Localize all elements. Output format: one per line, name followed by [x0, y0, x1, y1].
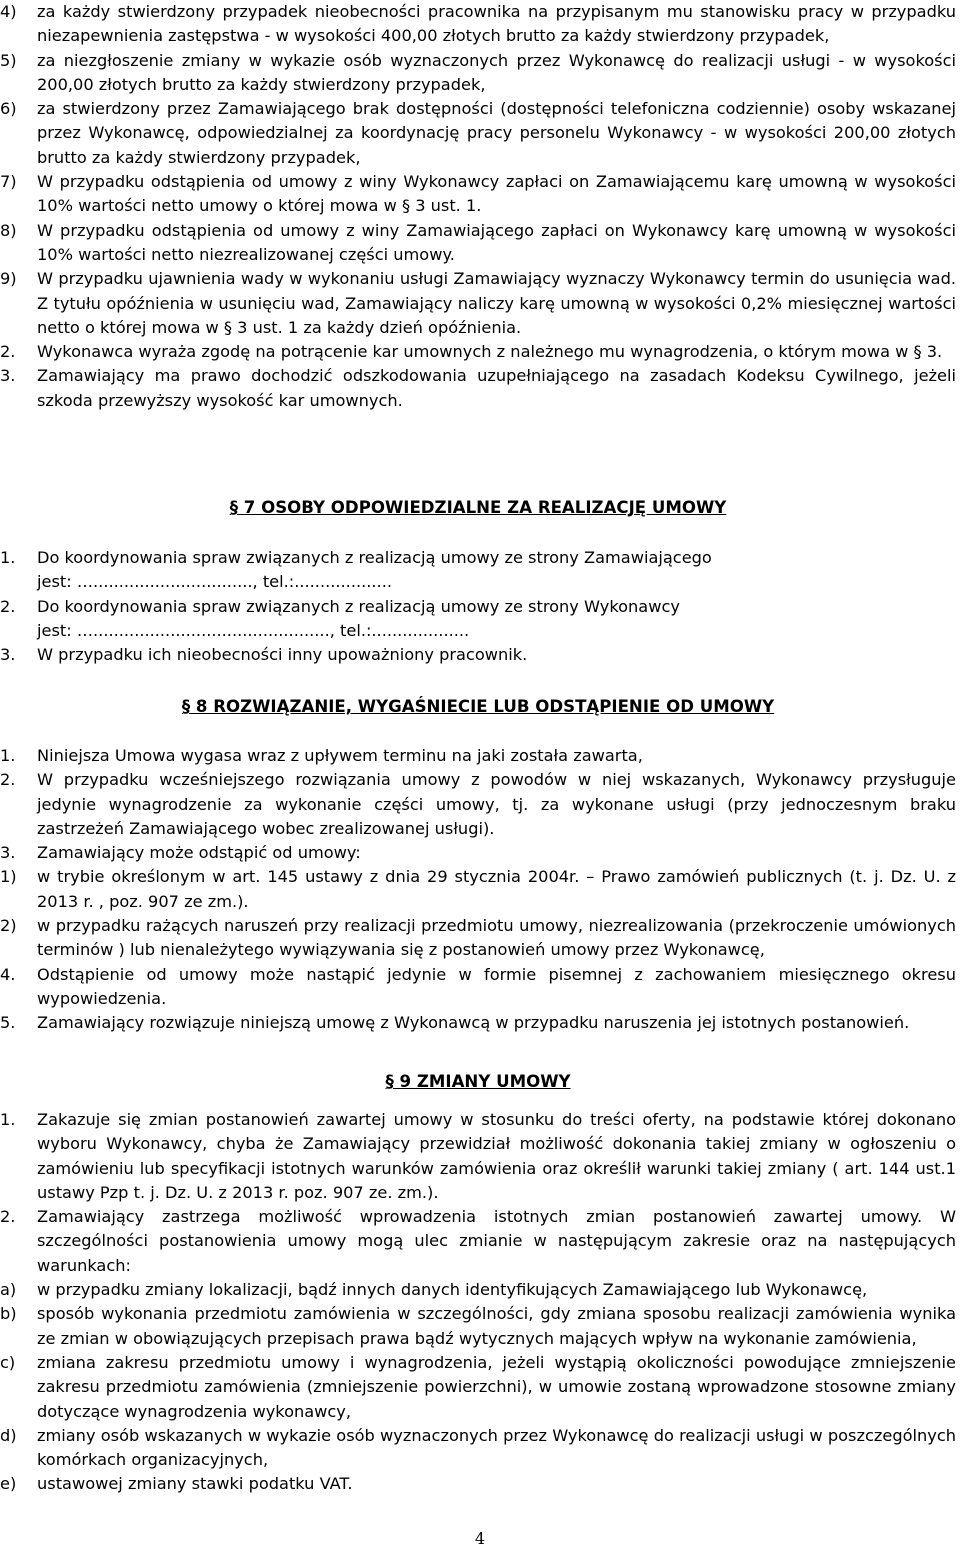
item-text-line: Do koordynowania spraw związanych z realizacją umowy ze strony Zamawiającego [37, 548, 712, 567]
item-number: 3. [0, 645, 16, 665]
item-text: sposób wykonania przedmiotu zamówienia w szczególności, gdy zmiana sposobu realizacji zamówienia wynika ze zmian w obowiązujących przepisach prawa bądź wytycznych mających wpływ na wykonanie zamówienia, [37, 1304, 956, 1348]
section-heading-7: § 7 OSOBY ODPOWIEDZIALNE ZA REALIZACJĘ UMOWY [229, 498, 727, 517]
item-number: 7) [0, 172, 17, 192]
item-text: W przypadku odstąpienia od umowy z winy Wykonawcy zapłaci on Zamawiającemu karę umowną w wysokości 10% wartości netto umowy o której mowa w § 3 ust. 1. [37, 172, 956, 216]
item-number: 5. [0, 1013, 16, 1033]
item-number: 4) [0, 2, 17, 21]
item-number: 1. [0, 1110, 16, 1129]
item-number: 2. [0, 342, 16, 362]
item-number: 3. [0, 843, 16, 863]
item-number: a) [0, 1280, 17, 1300]
item-number: e) [0, 1474, 17, 1494]
list-item [0, 170, 956, 219]
list-item [0, 1472, 956, 1496]
list-item [0, 1011, 956, 1035]
penalties-list [0, 0, 956, 413]
item-text-line: jest: …..............................., tel.:................... [37, 572, 392, 592]
section-9-list [0, 1108, 956, 1497]
item-number: 3. [0, 366, 16, 386]
item-number: 2. [0, 770, 16, 790]
section-heading-9: § 9 ZMIANY UMOWY [385, 1072, 571, 1091]
list-item [0, 1278, 956, 1302]
list-item [0, 0, 956, 49]
item-text: w przypadku rażących naruszeń przy realizacji przedmiotu umowy, niezrealizowania (przekroczenie umówionych terminów ) lub nienależytego wywiązywania się z postanowień umowy przez Wykonawcę, [37, 916, 956, 960]
item-text: Odstąpienie od umowy może nastąpić jedynie w formie pisemnej z zachowaniem miesięcznego okresu wypowiedzenia. [37, 964, 956, 1008]
list-item [0, 1302, 956, 1351]
item-number: 2. [0, 596, 16, 616]
list-item [0, 1108, 956, 1205]
item-text: zmiana zakresu przedmiotu umowy i wynagrodzenia, jeżeli wystąpią okoliczności powodujące zmniejszenie zakresu przedmiotu zamówienia (zmniejszenie powierzchni), w umowie zostaną wprowadzone stosowne zmiany dotyczące wynagrodzenia wykonawcy, [37, 1352, 956, 1421]
section-8-list [0, 744, 956, 1036]
item-text: w przypadku zmiany lokalizacji, bądź innych danych identyfikujących Zamawiającego lub Wykonawcę, [37, 1280, 868, 1300]
item-number: 2) [0, 916, 17, 936]
list-item [0, 768, 956, 841]
list-item [0, 364, 956, 413]
section-7-list [0, 546, 956, 667]
item-text: Zamawiający rozwiązuje niniejszą umowę z Wykonawcą w przypadku naruszenia jej istotnych postanowień. [37, 1013, 910, 1033]
item-text-line: W przypadku ich nieobecności inny upoważniony pracownik. [37, 645, 528, 665]
item-text: za niezgłoszenie zmiany w wykazie osób wyznaczonych przez Wykonawcę do realizacji usługi - w wysokości 200,00 złotych brutto za każdy stwierdzony przypadek, [37, 50, 956, 94]
item-text: zmiany osób wskazanych w wykazie osób wyznaczonych przez Wykonawcę do realizacji usługi w poszczególnych komórkach organizacyjnych, [37, 1425, 956, 1470]
item-text: Wykonawca wyraża zgodę na potrącenie kar umownych z należnego mu wynagrodzenia, o którym mowa w § 3. [37, 342, 943, 362]
item-number: 1) [0, 867, 17, 887]
item-text: Zakazuje się zmian postanowień zawartej umowy w stosunku do treści oferty, na podstawie której dokonano wyboru Wykonawcy, chyba że Zamawiający przewidział możliwość dokonania takiej zmiany w ogłoszeniu o zamówieniu lub specyfikacji istotnych warunków zamówienia oraz określił warunki takiej zmiany ( art. 144 ust.1 ustawy Pzp t. j. Dz. U. z 2013 r. poz. 907 ze. zm.). [37, 1110, 956, 1202]
item-number: 1. [0, 746, 16, 765]
item-number: 8) [0, 220, 17, 240]
list-item [0, 1351, 956, 1424]
list-item [0, 267, 956, 340]
item-number: 1. [0, 548, 16, 567]
item-text: Niniejsza Umowa wygasa wraz z upływem terminu na jaki została zawarta, [37, 746, 643, 765]
list-item [0, 963, 956, 1012]
item-text-line: jest: ….............................................., tel.:................... [37, 620, 470, 640]
list-item [0, 841, 956, 865]
list-item [0, 49, 956, 98]
item-text: Zamawiający może odstąpić od umowy: [37, 843, 361, 863]
list-item [0, 595, 956, 644]
item-text: W przypadku ujawnienia wady w wykonaniu usługi Zamawiający wyznaczy Wykonawcy termin do usunięcia wad. Z tytułu opóźnienia w usunięciu wad, Zamawiający naliczy karę umowną w wysokości 0,2% miesięcznej wartości netto o której mowa w § 3 ust. 1 za każdy dzień opóźnienia. [37, 269, 956, 337]
list-item [0, 97, 956, 170]
item-number: d) [0, 1425, 17, 1445]
item-number: c) [0, 1352, 16, 1372]
list-item [0, 1424, 956, 1473]
list-item [0, 865, 956, 914]
item-number: b) [0, 1304, 17, 1324]
item-text: W przypadku odstąpienia od umowy z winy Zamawiającego zapłaci on Wykonawcy karę umowną w wysokości 10% wartości netto niezrealizowanej części umowy. [37, 220, 956, 264]
list-item [0, 643, 956, 667]
section-heading-8: § 8 ROZWIĄZANIE, WYGAŚNIECIE LUB ODSTĄPIENIE OD UMOWY [181, 697, 775, 716]
item-text: w trybie określonym w art. 145 ustawy z dnia 29 stycznia 2004r. – Prawo zamówień publicznych (t. j. Dz. U. z 2013 r. , poz. 907 ze zm.). [37, 867, 956, 911]
list-item [0, 546, 956, 595]
list-item [0, 1205, 956, 1278]
item-text-line: Do koordynowania spraw związanych z realizacją umowy ze strony Wykonawcy [37, 596, 680, 616]
item-number: 5) [0, 50, 17, 70]
item-text: Zamawiający ma prawo dochodzić odszkodowania uzupełniającego na zasadach Kodeksu Cywilnego, jeżeli szkoda przewyższy wysokość kar umownych. [37, 366, 956, 410]
list-item [0, 340, 956, 364]
item-text: za każdy stwierdzony przypadek nieobecności pracownika na przypisanym mu stanowisku pracy w przypadku niezapewnienia zastępstwa - w wysokości 400,00 złotych brutto za każdy stwierdzony przypadek, [37, 2, 956, 46]
list-item [0, 219, 956, 268]
list-item [0, 914, 956, 963]
item-number: 6) [0, 99, 17, 119]
item-text: za stwierdzony przez Zamawiającego brak dostępności (dostępności telefoniczna codziennie) osoby wskazanej przez Wykonawcę, odpowiedzialnej za koordynację pracy personelu Wykonawcy - w wysokości 200,00 złotych brutto za każdy stwierdzony przypadek, [37, 99, 956, 167]
item-text: Zamawiający zastrzega możliwość wprowadzenia istotnych zmian postanowień zawartej umowy. W szczególności postanowienia umowy mogą ulec zmianie w następującym zakresie oraz na następujących warunkach: [37, 1207, 956, 1275]
page-number: 4 [474, 1529, 486, 1548]
item-number: 9) [0, 269, 17, 289]
item-text: W przypadku wcześniejszego rozwiązania umowy z powodów w niej wskazanych, Wykonawcy przysługuje jedynie wynagrodzenie za wykonanie części umowy, tj. za wykonane usługi (przy jednoczesnym braku zastrzeżeń Zamawiającego wobec zrealizowanej usługi). [37, 770, 956, 838]
list-item [0, 744, 956, 768]
item-number: 4. [0, 964, 16, 984]
item-text: ustawowej zmiany stawki podatku VAT. [37, 1474, 353, 1494]
item-number: 2. [0, 1207, 16, 1227]
